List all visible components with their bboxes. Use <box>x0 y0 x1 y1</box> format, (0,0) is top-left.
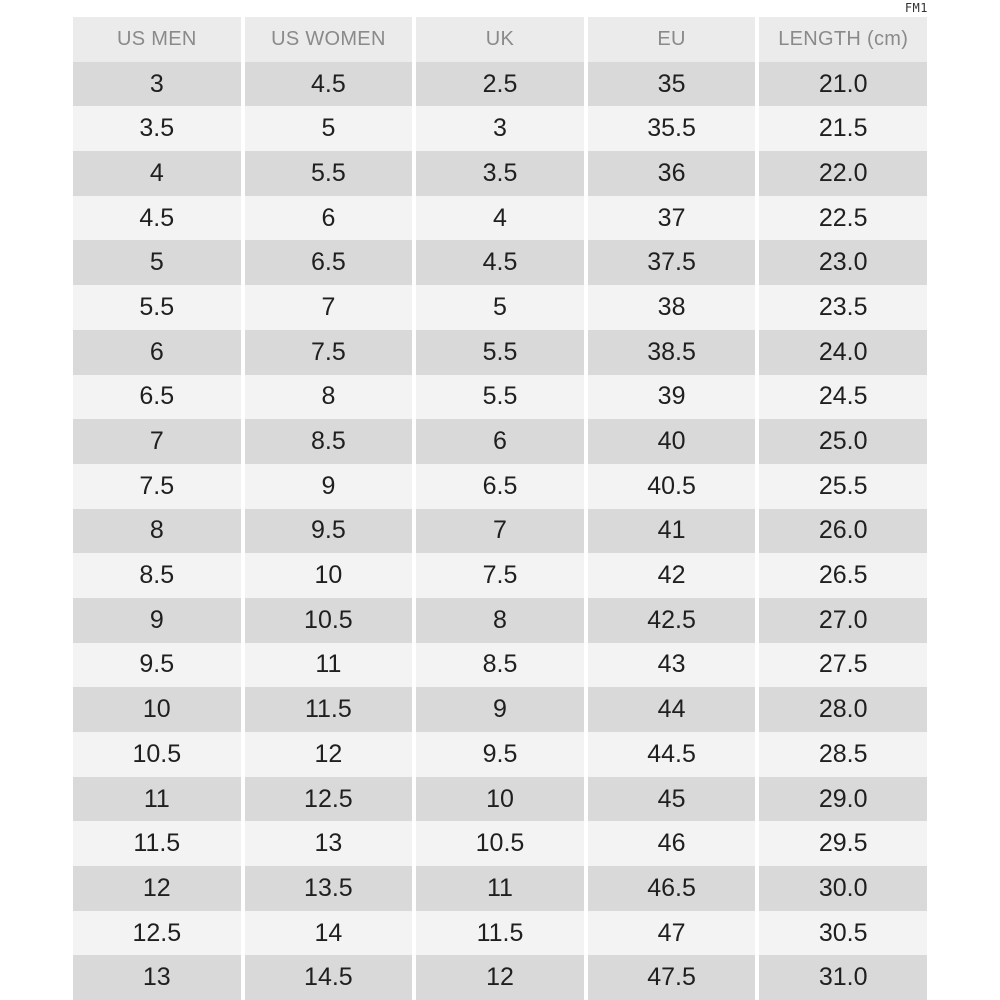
table-row <box>73 732 927 777</box>
cell-eu: 44.5 <box>588 732 756 777</box>
cell-uk: 11 <box>416 866 584 911</box>
cell-us-men: 5.5 <box>73 285 241 330</box>
cell-us-women: 12.5 <box>245 777 413 822</box>
cell-length-cm: 27.5 <box>759 643 927 688</box>
cell-eu: 44 <box>588 687 756 732</box>
table-row <box>73 687 927 732</box>
cell-uk: 7 <box>416 509 584 554</box>
cell-us-men: 9 <box>73 598 241 643</box>
cell-us-men: 7.5 <box>73 464 241 509</box>
cell-eu: 36 <box>588 151 756 196</box>
cell-length-cm: 22.0 <box>759 151 927 196</box>
cell-eu: 39 <box>588 375 756 420</box>
size-chart-table <box>69 17 931 1000</box>
cell-us-women: 4.5 <box>245 62 413 107</box>
table-row <box>73 330 927 375</box>
table-row <box>73 375 927 420</box>
cell-us-men: 13 <box>73 955 241 1000</box>
cell-us-men: 10.5 <box>73 732 241 777</box>
cell-uk: 8.5 <box>416 643 584 688</box>
cell-eu: 47 <box>588 911 756 956</box>
cell-us-women: 14.5 <box>245 955 413 1000</box>
cell-eu: 41 <box>588 509 756 554</box>
header-uk: UK <box>416 17 584 62</box>
cell-length-cm: 24.5 <box>759 375 927 420</box>
cell-eu: 35 <box>588 62 756 107</box>
cell-us-women: 5.5 <box>245 151 413 196</box>
cell-us-women: 9 <box>245 464 413 509</box>
cell-uk: 5 <box>416 285 584 330</box>
cell-us-women: 6.5 <box>245 240 413 285</box>
cell-eu: 35.5 <box>588 106 756 151</box>
cell-length-cm: 23.5 <box>759 285 927 330</box>
table-row <box>73 151 927 196</box>
cell-eu: 42 <box>588 553 756 598</box>
cell-length-cm: 22.5 <box>759 196 927 241</box>
cell-uk: 3.5 <box>416 151 584 196</box>
table-row <box>73 106 927 151</box>
cell-us-women: 10 <box>245 553 413 598</box>
cell-eu: 37 <box>588 196 756 241</box>
cell-eu: 40.5 <box>588 464 756 509</box>
cell-length-cm: 26.0 <box>759 509 927 554</box>
table-row <box>73 598 927 643</box>
cell-us-men: 6 <box>73 330 241 375</box>
cell-length-cm: 21.0 <box>759 62 927 107</box>
cell-eu: 43 <box>588 643 756 688</box>
header-row <box>73 17 927 62</box>
table-row <box>73 285 927 330</box>
cell-length-cm: 28.0 <box>759 687 927 732</box>
cell-us-men: 11 <box>73 777 241 822</box>
cell-us-women: 9.5 <box>245 509 413 554</box>
cell-uk: 6 <box>416 419 584 464</box>
cell-length-cm: 25.0 <box>759 419 927 464</box>
table-row <box>73 911 927 956</box>
header-eu: EU <box>588 17 756 62</box>
cell-uk: 9 <box>416 687 584 732</box>
cell-length-cm: 29.0 <box>759 777 927 822</box>
cell-us-women: 13.5 <box>245 866 413 911</box>
cell-length-cm: 27.0 <box>759 598 927 643</box>
cell-length-cm: 30.5 <box>759 911 927 956</box>
table-body <box>73 62 927 1000</box>
cell-us-men: 3 <box>73 62 241 107</box>
cell-length-cm: 30.0 <box>759 866 927 911</box>
cell-eu: 46 <box>588 821 756 866</box>
cell-us-men: 4 <box>73 151 241 196</box>
cell-uk: 4 <box>416 196 584 241</box>
cell-eu: 45 <box>588 777 756 822</box>
table-row <box>73 643 927 688</box>
corner-label: FM1 <box>904 1 928 15</box>
table-row <box>73 821 927 866</box>
cell-uk: 5.5 <box>416 330 584 375</box>
cell-uk: 7.5 <box>416 553 584 598</box>
table-row <box>73 777 927 822</box>
cell-length-cm: 23.0 <box>759 240 927 285</box>
table-row <box>73 509 927 554</box>
cell-length-cm: 31.0 <box>759 955 927 1000</box>
table-row <box>73 955 927 1000</box>
cell-us-women: 5 <box>245 106 413 151</box>
table-row <box>73 464 927 509</box>
cell-length-cm: 29.5 <box>759 821 927 866</box>
header-us-women: US WOMEN <box>245 17 413 62</box>
cell-uk: 5.5 <box>416 375 584 420</box>
cell-us-men: 8.5 <box>73 553 241 598</box>
table-row <box>73 62 927 107</box>
cell-length-cm: 21.5 <box>759 106 927 151</box>
cell-length-cm: 28.5 <box>759 732 927 777</box>
cell-us-men: 10 <box>73 687 241 732</box>
cell-uk: 3 <box>416 106 584 151</box>
header-length-cm: LENGTH (cm) <box>759 17 927 62</box>
cell-us-men: 8 <box>73 509 241 554</box>
cell-us-men: 12.5 <box>73 911 241 956</box>
cell-us-men: 12 <box>73 866 241 911</box>
cell-us-men: 9.5 <box>73 643 241 688</box>
cell-length-cm: 26.5 <box>759 553 927 598</box>
cell-us-men: 11.5 <box>73 821 241 866</box>
cell-eu: 38 <box>588 285 756 330</box>
cell-eu: 40 <box>588 419 756 464</box>
cell-eu: 47.5 <box>588 955 756 1000</box>
cell-length-cm: 25.5 <box>759 464 927 509</box>
cell-uk: 10.5 <box>416 821 584 866</box>
cell-us-women: 11.5 <box>245 687 413 732</box>
table-row <box>73 240 927 285</box>
table-row <box>73 419 927 464</box>
table-row <box>73 866 927 911</box>
cell-us-women: 6 <box>245 196 413 241</box>
cell-us-women: 13 <box>245 821 413 866</box>
cell-uk: 10 <box>416 777 584 822</box>
cell-us-men: 5 <box>73 240 241 285</box>
table-row <box>73 196 927 241</box>
cell-us-women: 8 <box>245 375 413 420</box>
table-row <box>73 553 927 598</box>
header-us-men: US MEN <box>73 17 241 62</box>
table-header <box>73 17 927 62</box>
cell-eu: 42.5 <box>588 598 756 643</box>
cell-eu: 38.5 <box>588 330 756 375</box>
cell-us-men: 6.5 <box>73 375 241 420</box>
cell-length-cm: 24.0 <box>759 330 927 375</box>
cell-us-men: 4.5 <box>73 196 241 241</box>
cell-uk: 9.5 <box>416 732 584 777</box>
cell-uk: 11.5 <box>416 911 584 956</box>
cell-uk: 6.5 <box>416 464 584 509</box>
cell-us-women: 12 <box>245 732 413 777</box>
cell-eu: 46.5 <box>588 866 756 911</box>
cell-us-women: 7 <box>245 285 413 330</box>
cell-us-men: 7 <box>73 419 241 464</box>
cell-us-women: 10.5 <box>245 598 413 643</box>
cell-uk: 8 <box>416 598 584 643</box>
cell-us-women: 14 <box>245 911 413 956</box>
cell-us-women: 11 <box>245 643 413 688</box>
cell-uk: 4.5 <box>416 240 584 285</box>
cell-us-men: 3.5 <box>73 106 241 151</box>
cell-uk: 2.5 <box>416 62 584 107</box>
cell-uk: 12 <box>416 955 584 1000</box>
cell-us-women: 7.5 <box>245 330 413 375</box>
cell-eu: 37.5 <box>588 240 756 285</box>
cell-us-women: 8.5 <box>245 419 413 464</box>
